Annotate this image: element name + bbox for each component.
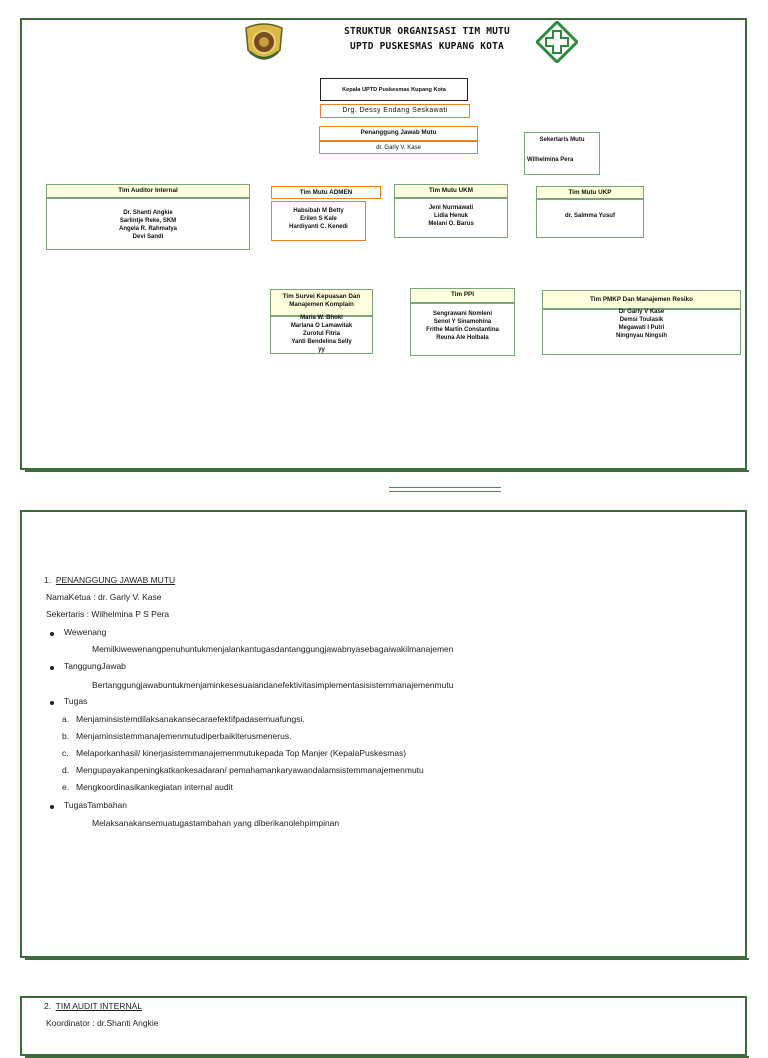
secretary-role: Sekertaris Mutu xyxy=(539,137,585,143)
regional-emblem-icon xyxy=(240,22,288,66)
section1-ketua: NamaKetua : dr. Garly V. Kase xyxy=(46,592,162,602)
head-name-text: Drg. Dessy Endang Seskawati xyxy=(342,107,448,114)
team-ukp-box xyxy=(536,199,644,238)
section2-page xyxy=(20,996,747,1056)
org-chart-page xyxy=(20,18,747,470)
team-admen-box xyxy=(271,201,366,241)
team-pmkp-members xyxy=(543,308,740,340)
team-auditor-box xyxy=(46,198,250,250)
bullet-icon xyxy=(50,805,54,809)
tugas-item-letter: a. xyxy=(62,714,70,724)
tugas-item-text: Menjaminsistemdilaksanakansecaraefektifpadasemuafungsi. xyxy=(76,714,305,724)
head-role-text: Kepala UPTD Puskesmas Kupang Kota xyxy=(342,87,446,93)
tugas-tambahan-label: TugasTambahan xyxy=(64,800,128,810)
member: Dr Garly V Kase xyxy=(618,309,665,315)
section1-page xyxy=(20,510,747,958)
member: Jeni Nurmawati xyxy=(428,205,474,211)
team-survei-box xyxy=(270,316,373,354)
section2-koordinator: Koordinator : dr.Shanti Angkie xyxy=(46,1018,159,1028)
team-pmkp-box xyxy=(542,309,741,355)
tugas-item-letter: e. xyxy=(62,782,70,792)
member: Ningnyau Ningsih xyxy=(616,333,667,339)
member: Zurotul Fitria xyxy=(303,331,340,337)
member: Reuna Ale Holbala xyxy=(436,335,489,341)
team-ukp-members xyxy=(537,212,643,220)
member: dr. Salmma Yusuf xyxy=(565,213,615,219)
tugas-item-text: Menjaminsistemmanajemenmutudiperbaikiterusmenerus. xyxy=(76,731,292,741)
member: Maria W. Bhoki xyxy=(300,315,343,321)
team-survei-title-text: Tim Survei Kepuasan Dan Manajemen Komplain xyxy=(282,293,361,308)
wewenang-text: Memilkiwewenangpenuhuntukmenjalankantugasdantanggungjawabnyasebagaiwakilmanajemen xyxy=(92,644,454,654)
member: Demsi Toulasik xyxy=(619,317,664,323)
wewenang-label: Wewenang xyxy=(64,627,107,637)
section1-sekertaris: Sekertaris : Wilhelmina P S Pera xyxy=(46,609,170,619)
secretary-name: Wilhelmina Pera xyxy=(527,157,574,163)
member: Senol Y Sinamohina xyxy=(433,319,492,325)
tugas-item-letter: b. xyxy=(62,731,70,741)
team-ukm-members xyxy=(395,204,507,228)
team-ukm-box xyxy=(394,198,508,238)
team-admen-title: Tim Mutu ADMEN xyxy=(271,186,381,199)
tugas-item-text: Mengupayakanpeningkatkankesadaran/ pemahamankaryawandalamsistemmanajemenmutu xyxy=(76,765,424,775)
member: Habsibah M Betty xyxy=(293,208,344,214)
member: Marlana O Lamawitak xyxy=(290,323,353,329)
member: Frithe Martin Constantina xyxy=(426,327,499,333)
team-ukp-title: Tim Mutu UKP xyxy=(536,186,644,199)
quality-lead-name-box xyxy=(319,141,478,154)
member: Melani O. Barus xyxy=(428,221,474,227)
section2-heading-text: TIM AUDIT INTERNAL xyxy=(55,1001,142,1011)
team-survei-members xyxy=(271,314,372,354)
page-separator xyxy=(389,487,501,492)
member: Megawati I Putri xyxy=(618,325,665,331)
section1-number: 1. xyxy=(44,575,52,585)
team-admen-members xyxy=(272,207,365,231)
tugas-item-text: Melaporkanhasil/ kinerjasistemmanajemenmutukepada Top Manjer (KepalaPuskesmas) xyxy=(76,748,407,758)
member: Sengrawani Nomleni xyxy=(432,311,492,317)
bullet-icon xyxy=(50,632,54,636)
bullet-icon xyxy=(50,666,54,670)
tugas-label: Tugas xyxy=(64,696,88,706)
member: Erilen S Kale xyxy=(300,216,337,222)
team-ppi-members xyxy=(411,310,514,342)
member: Yanti Bendelina Selly xyxy=(291,339,352,345)
member: Hardiyanti C. Kenedi xyxy=(289,224,348,230)
member: Dr. Shanti Angkie xyxy=(123,210,173,216)
section2-heading xyxy=(44,1001,142,1011)
tugas-item-text: Mengkoordinasikankegiatan internal audit xyxy=(76,782,233,792)
secretary-box xyxy=(524,132,600,175)
bullet-icon xyxy=(50,701,54,705)
team-pmkp-title: Tim PMKP Dan Manajemen Resiko xyxy=(542,290,741,309)
member: Devi Sandi xyxy=(132,234,164,240)
chart-title-line1: STRUKTUR ORGANISASI TIM MUTU xyxy=(344,26,510,37)
team-ukm-title: Tim Mutu UKM xyxy=(394,184,508,198)
section1-heading-text: PENANGGUNG JAWAB MUTU xyxy=(55,575,176,585)
quality-lead-name: dr. Garly V. Kase xyxy=(376,145,421,151)
section1-heading xyxy=(44,575,175,585)
tanggungjawab-text: Bertanggungjawabuntukmenjaminkesesuaiandanefektivitasimplementasisistemmanajemenmutu xyxy=(92,680,454,690)
puskesmas-cross-icon xyxy=(536,21,578,63)
team-ppi-title: Tim PPI xyxy=(410,288,515,303)
head-name-box xyxy=(320,104,470,118)
team-survei-title xyxy=(270,289,373,316)
team-auditor-members xyxy=(47,209,249,241)
team-ppi-box xyxy=(410,303,515,356)
tugas-item-letter: c. xyxy=(62,748,69,758)
quality-lead-role: Penanggung Jawab Mutu xyxy=(319,126,478,141)
member: yy xyxy=(318,347,325,353)
tugas-tambahan-text: Melaksanakansemuatugastambahan yang diberikanolehpimpinan xyxy=(92,818,340,828)
tanggungjawab-label: TanggungJawab xyxy=(64,661,126,671)
member: Lidia Henuk xyxy=(433,213,468,219)
section2-number: 2. xyxy=(44,1001,52,1011)
tugas-item-letter: d. xyxy=(62,765,70,775)
member: Angela R. Rahmatya xyxy=(118,226,178,232)
chart-title-line2: UPTD PUSKESMAS KUPANG KOTA xyxy=(350,41,504,52)
member: Sarlintje Reke, SKM xyxy=(119,218,177,224)
team-auditor-title: Tim Auditor Internal xyxy=(46,184,250,198)
head-role-box xyxy=(320,78,468,101)
